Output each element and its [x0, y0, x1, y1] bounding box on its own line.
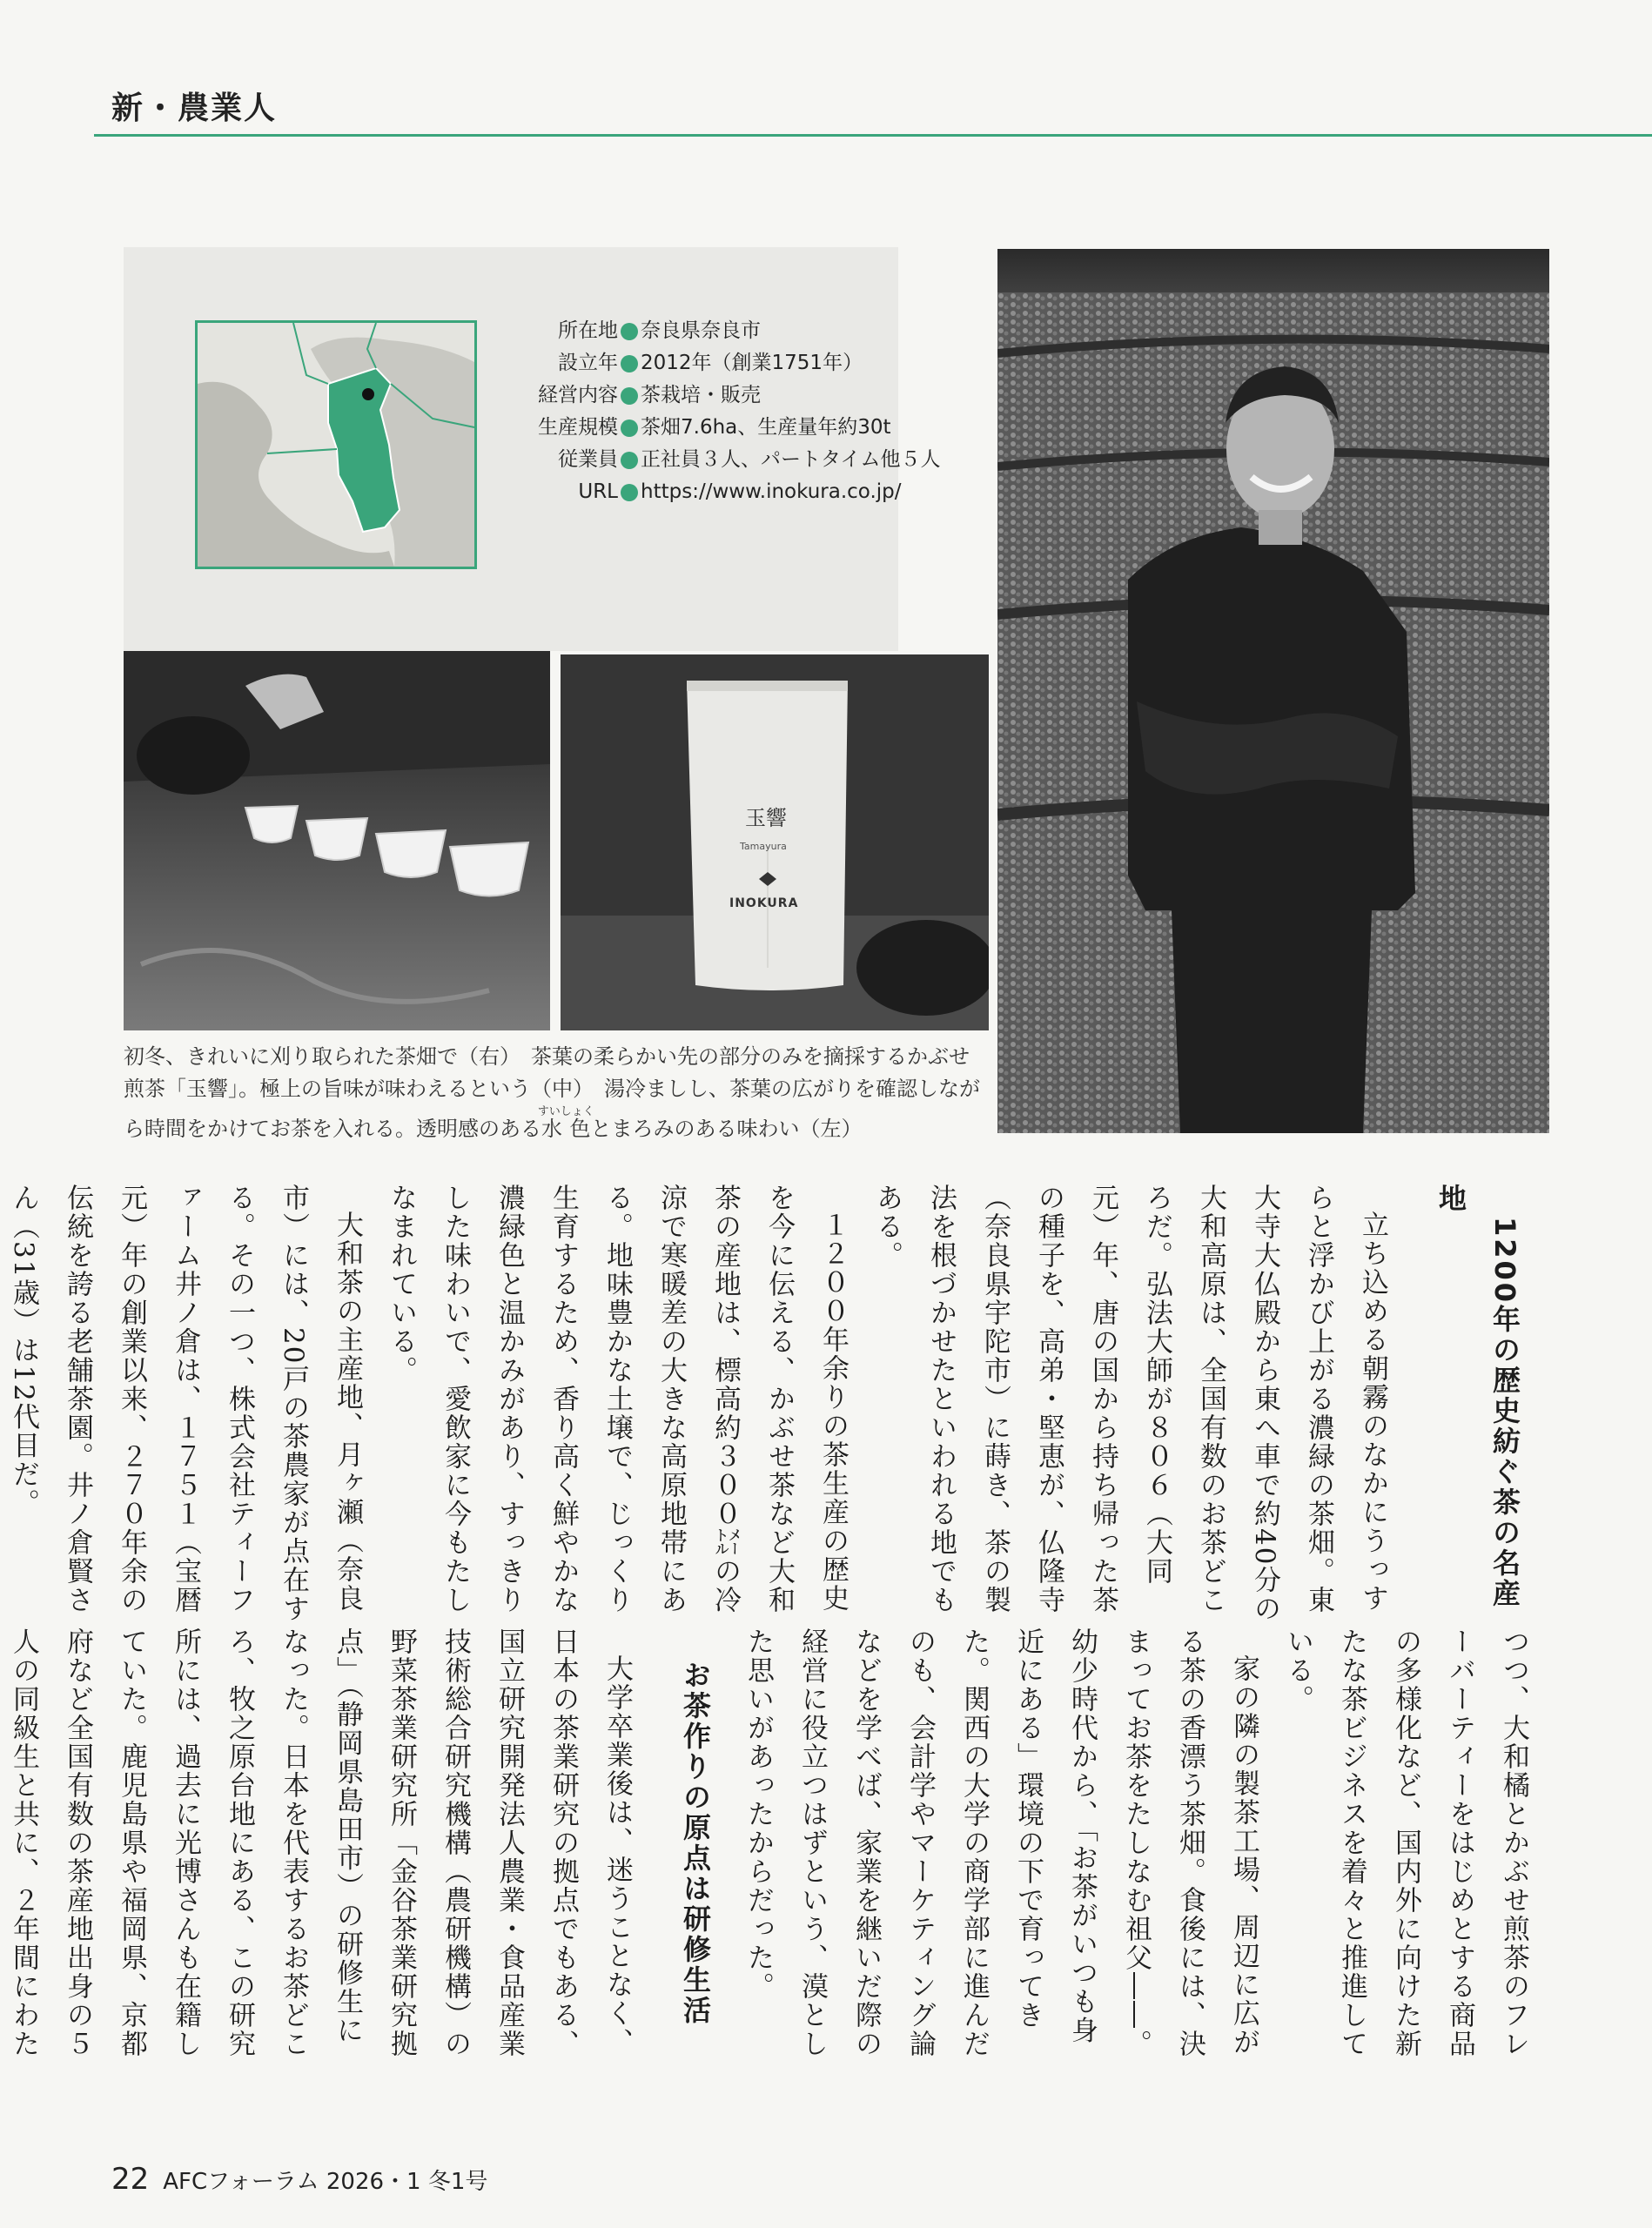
body-paragraph: １２００年余りの茶生産の歴史を今に伝える、かぶせ茶など大和茶の産地は、標高約３００㍍の冷涼で寒暖差の大きな高原地帯にある。地味豊かな土壌で、じっくり生育するため、香り高く鮮やかな濃緑色と温かみがあり、すっきりした味わいで、愛飲家に今もたしなまれている。	[386, 1184, 849, 1614]
ruby-base: 水色	[537, 1117, 594, 1141]
ruby-word	[537, 1105, 594, 1141]
caption-text: ら時間をかけてお茶を入れる。透明感のある	[124, 1117, 541, 1141]
bullet-dot-icon	[621, 419, 638, 437]
info-label: URL	[578, 480, 618, 503]
body-paragraph: 家の隣の製茶工場、周辺に広がる茶の香漂う茶畑。食後には、決まってお茶をたしなむ祖父――。幼少時代から、「お茶がいつも身近にある」環境の下で育ってきた。関西の大学の商学部に進んだのも、会計学やマーケティング論などを学べば、家業を継いだ際の経営に役立つはずという、漠とした思いがあったからだった。	[742, 1627, 1259, 2058]
article-lower-block	[8, 1627, 1541, 2071]
company-info-table	[487, 315, 941, 508]
info-value: 茶畑7.6ha、生産量年約30t	[641, 416, 891, 439]
tea-pouring-photo	[124, 651, 550, 1030]
nara-city-marker	[362, 388, 374, 400]
bullet-dot-icon	[621, 484, 638, 501]
product-romaji-label: Tamayura	[740, 841, 787, 852]
bullet-dot-icon	[621, 387, 638, 405]
info-value: 正社員３人、パートタイム他５人	[641, 448, 941, 471]
page-number: 22	[111, 2162, 150, 2197]
info-value: 奈良県奈良市	[641, 319, 761, 342]
info-label: 経営内容	[538, 384, 618, 406]
info-value: 2012年（創業1751年）	[641, 352, 863, 374]
caption-text: とまろみのある味わい（左）	[590, 1117, 863, 1141]
info-row-founded	[487, 347, 941, 379]
location-map	[195, 320, 477, 569]
info-value: 茶栽培・販売	[641, 384, 761, 406]
body-paragraph: 立ち込める朝霧のなかにうっすらと浮かび上がる濃緑の茶畑。東大寺大仏殿から東へ車で約40分の大和高原は、全国有数のお茶どころだ。弘法大師が８０６（大同元）年、唐の国から持ち帰った茶の種子を、高弟・堅恵が、仏隆寺（奈良県宇陀市）に蒔き、茶の製法を根づかせたといわれる地でもある。	[871, 1184, 1388, 1624]
ruby-reading: すいしょく	[537, 1105, 594, 1118]
info-label: 設立年	[558, 352, 618, 374]
info-label: 生産規模	[538, 416, 618, 439]
header-rule	[94, 134, 1652, 137]
product-brand-label: INOKURA	[729, 896, 799, 910]
info-label: 所在地	[558, 319, 618, 342]
body-paragraph: 大和茶の主産地、月ヶ瀬（奈良市）には、20戸の茶農家が点在する。その一つ、株式会社ティーファーム井ノ倉は、１７５１（宝暦元）年の創業以来、２７０年余の伝統を誇る老舗茶園。井ノ倉賢さん（31歳）は12代目だ。	[8, 1184, 363, 1624]
bullet-dot-icon	[621, 323, 638, 340]
info-label: 従業員	[558, 448, 618, 471]
photo-caption	[124, 1041, 985, 1145]
body-paragraph: つつ、大和橘とかぶせ煎茶のフレーバーティーをはじめとする商品の多様化など、国内外に向けた新たな茶ビジネスを着々と推進している。	[1282, 1627, 1529, 2058]
page-footer	[111, 2162, 487, 2197]
magazine-title: AFCフォーラム 2026・1 冬1号	[163, 2169, 488, 2195]
section-heading: お茶作りの原点は研修生活	[679, 1661, 712, 2027]
caption-line: 初冬、きれいに刈り取られた茶畑で（右） 茶葉の柔らかい先の部分のみを摘採するかぶせ	[124, 1044, 970, 1069]
product-name-label: 玉響	[745, 806, 787, 830]
caption-line	[124, 1105, 985, 1145]
info-row-location	[487, 315, 941, 347]
section-title: 新・農業人	[111, 91, 278, 126]
portrait-tea-field-photo	[997, 249, 1549, 1133]
info-row-url	[487, 476, 941, 508]
section-heading: 1200年の歴史紡ぐ茶の名産地	[1434, 1184, 1521, 1610]
info-row-business	[487, 379, 941, 412]
bullet-dot-icon	[621, 355, 638, 372]
bullet-dot-icon	[621, 452, 638, 469]
article-upper-block	[8, 1184, 1541, 1627]
info-url: https://www.inokura.co.jp/	[641, 480, 902, 503]
body-paragraph: 大学卒業後は、迷うことなく、日本の茶業研究の拠点でもある、国立研究開発法人農業・食品産業技術総合研究機構（農研機構）の野菜茶業研究所「金谷茶業研究拠点」（静岡県島田市）の研修生になった。日本を代表するお茶どころ、牧之原台地にある、この研究所には、過去に光博さんも在籍していた。鹿児島県や福岡県、京都府など全国有数の茶産地出身の５人の同級生と共に、２年間にわた	[8, 1627, 633, 2058]
caption-line: 煎茶「玉響」。極上の旨味が味わえるという（中） 湯冷ましし、茶葉の広がりを確認しなが	[124, 1077, 980, 1101]
info-row-employees	[487, 444, 941, 476]
info-row-scale	[487, 412, 941, 444]
